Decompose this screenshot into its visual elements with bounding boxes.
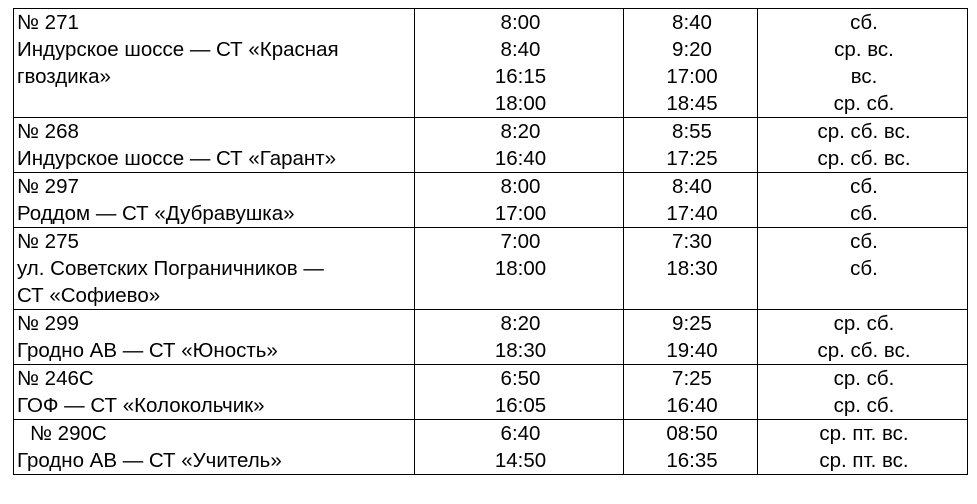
- departure-time: 6:50: [500, 367, 541, 390]
- days-cell: [758, 365, 968, 420]
- departure-time: 8:00: [500, 175, 541, 198]
- route-number: № 299: [17, 312, 79, 335]
- departure-time: 17:00: [494, 202, 547, 225]
- arrival-time: 8:40: [672, 11, 712, 34]
- table-row: [14, 365, 968, 420]
- arrival-time: 18:30: [666, 257, 718, 280]
- table-row: [14, 420, 968, 475]
- departure-time: 16:40: [494, 147, 547, 170]
- departure-time: 8:20: [500, 312, 541, 335]
- route-name-line: ГОФ — СТ «Колокольчик»: [17, 394, 265, 417]
- route-name-line: Индурское шоссе — СТ «Красная: [17, 38, 339, 61]
- route-name-line: Гродно АВ — СТ «Учитель»: [17, 449, 282, 472]
- route-name-line: ул. Советских Пограничников —: [17, 257, 324, 280]
- route-cell: [14, 118, 415, 173]
- days-of-week: ср. сб. вс.: [817, 147, 911, 170]
- arrival-time: 17:40: [666, 202, 718, 225]
- arrival-cell: [624, 310, 758, 365]
- route-name-line: СТ «Софиево»: [17, 284, 161, 307]
- arrival-cell: [624, 173, 758, 228]
- route-number: № 246С: [17, 367, 94, 390]
- departure-time: 16:05: [494, 394, 547, 417]
- departure-cell: [415, 365, 624, 420]
- arrival-time: 17:00: [666, 65, 718, 88]
- table-row: [14, 173, 968, 228]
- arrival-time: 9:25: [672, 312, 712, 335]
- departure-cell: [415, 310, 624, 365]
- days-cell: [758, 228, 968, 310]
- days-cell: [758, 310, 968, 365]
- table-row: [14, 228, 968, 310]
- departure-time: 7:00: [500, 230, 541, 253]
- route-cell: [14, 9, 415, 118]
- route-name-line: Индурское шоссе — СТ «Гарант»: [17, 147, 337, 170]
- days-of-week: ср. сб.: [833, 394, 895, 417]
- route-cell: [14, 173, 415, 228]
- table-row: [14, 9, 968, 118]
- route-name-line: Гродно АВ — СТ «Юность»: [17, 339, 278, 362]
- route-name-line: гвоздика»: [17, 65, 111, 88]
- arrival-time: 7:30: [672, 230, 712, 253]
- departure-time: 16:15: [494, 65, 547, 88]
- bus-schedule-table: [13, 8, 968, 475]
- arrival-cell: [624, 118, 758, 173]
- arrival-cell: [624, 365, 758, 420]
- arrival-cell: [624, 228, 758, 310]
- arrival-time: 18:45: [666, 92, 718, 115]
- days-of-week: сб.: [850, 11, 878, 34]
- arrival-time: 9:20: [672, 38, 712, 61]
- route-cell: [14, 228, 415, 310]
- departure-time: 18:00: [494, 92, 547, 115]
- departure-cell: [415, 118, 624, 173]
- route-number: № 271: [17, 11, 79, 34]
- arrival-time: 16:40: [666, 394, 718, 417]
- departure-time: 8:00: [500, 11, 541, 34]
- arrival-cell: [624, 9, 758, 118]
- arrival-time: 19:40: [666, 339, 718, 362]
- days-of-week: ср. вс.: [834, 38, 894, 61]
- days-of-week: ср. сб. вс.: [817, 339, 911, 362]
- route-cell: [14, 310, 415, 365]
- days-cell: [758, 118, 968, 173]
- days-of-week: ср. сб.: [833, 312, 895, 335]
- route-number: № 268: [17, 120, 79, 143]
- days-cell: [758, 173, 968, 228]
- days-cell: [758, 9, 968, 118]
- days-of-week: ср. сб. вс.: [817, 120, 911, 143]
- route-cell: [14, 365, 415, 420]
- days-cell: [758, 420, 968, 475]
- table-row: [14, 310, 968, 365]
- arrival-time: 16:35: [666, 449, 718, 472]
- departure-time: 8:20: [500, 120, 541, 143]
- departure-time: 18:00: [494, 257, 547, 280]
- arrival-time: 7:25: [672, 367, 712, 390]
- arrival-time: 8:40: [672, 175, 712, 198]
- days-of-week: ср. пт. вс.: [819, 449, 909, 472]
- days-of-week: сб.: [850, 175, 878, 198]
- days-of-week: сб.: [850, 230, 878, 253]
- departure-cell: [415, 173, 624, 228]
- departure-time: 14:50: [494, 449, 547, 472]
- departure-cell: [415, 228, 624, 310]
- departure-cell: [415, 420, 624, 475]
- arrival-time: 8:55: [672, 120, 712, 143]
- days-of-week: ср. сб.: [833, 367, 895, 390]
- route-cell: [14, 420, 415, 475]
- days-of-week: сб.: [850, 202, 878, 225]
- departure-cell: [415, 9, 624, 118]
- days-of-week: ср. пт. вс.: [819, 422, 909, 445]
- arrival-cell: [624, 420, 758, 475]
- days-of-week: вс.: [850, 65, 878, 88]
- arrival-time: 08:50: [666, 422, 718, 445]
- departure-time: 18:30: [494, 339, 547, 362]
- departure-time: 8:40: [500, 38, 541, 61]
- days-of-week: сб.: [850, 257, 878, 280]
- route-name-line: Роддом — СТ «Дубравушка»: [17, 202, 295, 225]
- arrival-time: 17:25: [666, 147, 718, 170]
- table-row: [14, 118, 968, 173]
- route-number: № 290С: [30, 422, 107, 445]
- days-of-week: ср. сб.: [833, 92, 895, 115]
- departure-time: 6:40: [500, 422, 541, 445]
- route-number: № 297: [17, 175, 79, 198]
- route-number: № 275: [17, 230, 79, 253]
